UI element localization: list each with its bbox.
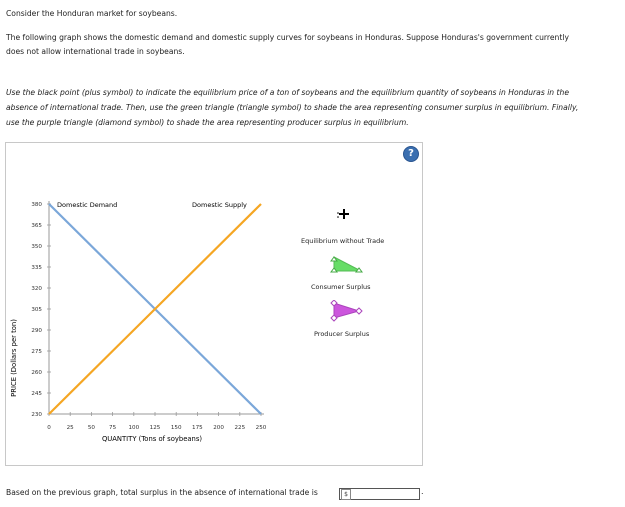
curves	[49, 204, 261, 414]
x-tick-label: 250	[255, 425, 267, 431]
x-tick-label: 75	[109, 425, 117, 431]
supply-curve-label: Domestic Supply	[192, 201, 247, 209]
y-tick-label: 230	[31, 412, 42, 418]
y-tick-label: 350	[31, 244, 42, 250]
equilibrium-tool-label: Equilibrium without Trade	[301, 237, 385, 245]
consumer-surplus-tool-label: Consumer Surplus	[311, 283, 371, 291]
intro-line-3: does not allow international trade in soybeans.	[6, 47, 185, 56]
producer-surplus-tool-label: Producer Surplus	[314, 330, 370, 338]
y-axis-label: PRICE (Dollars per ton)	[10, 319, 18, 397]
x-tick-label: 150	[170, 425, 182, 431]
y-tick-label: 245	[31, 391, 42, 397]
equilibrium-tool-icon[interactable]	[336, 207, 352, 221]
help-icon[interactable]: ?	[403, 146, 419, 162]
x-tick-label: 125	[149, 425, 161, 431]
y-tick-label: 335	[31, 265, 42, 271]
x-tick-label: 175	[192, 425, 203, 431]
y-tick-label: 380	[31, 202, 42, 208]
x-axis-label: QUANTITY (Tons of soybeans)	[101, 435, 203, 443]
y-tick-label: 290	[31, 328, 42, 334]
instruction-line-1: Use the black point (plus symbol) to indicate the equilibrium price of a ton of soybeans and the equilibrium quantity of soybeans in Honduras in the	[6, 88, 569, 97]
total-surplus-input[interactable]	[339, 488, 420, 500]
x-tick-label: 200	[213, 425, 224, 431]
consumer-surplus-tool-icon[interactable]	[328, 255, 364, 275]
x-tick-label: 225	[234, 425, 246, 431]
y-tick-label: 305	[31, 307, 42, 313]
x-tick-label: 50	[87, 425, 95, 431]
intro-line-1: Consider the Honduran market for soybeans.	[6, 9, 178, 18]
x-tick-label: 0	[47, 425, 51, 431]
instruction-line-2: absence of international trade. Then, use the green triangle (triangle symbol) to shade the area representing consumer surplus in equilibrium. Finally,	[6, 103, 579, 112]
y-tick-label: 260	[31, 370, 42, 376]
y-tick-label: 320	[31, 286, 42, 292]
x-tick-label: 100	[128, 425, 140, 431]
x-tick-label: 25	[66, 425, 74, 431]
y-tick-label: 275	[31, 349, 42, 355]
currency-symbol: $	[341, 489, 351, 500]
demand-curve-label: Domestic Demand	[57, 201, 118, 209]
supply-demand-chart[interactable]	[6, 143, 296, 453]
question-text: Based on the previous graph, total surplus in the absence of international trade is	[6, 488, 318, 497]
graph-panel	[5, 142, 423, 466]
intro-line-2: The following graph shows the domestic demand and domestic supply curves for soybeans in Honduras. Suppose Honduras's government currently	[6, 33, 569, 42]
sentence-period: .	[421, 487, 424, 496]
producer-surplus-tool-icon[interactable]	[328, 300, 364, 322]
instruction-line-3: use the purple triangle (diamond symbol) to shade the area representing producer surplus in equilibrium.	[6, 118, 409, 127]
y-tick-label: 365	[31, 223, 42, 229]
